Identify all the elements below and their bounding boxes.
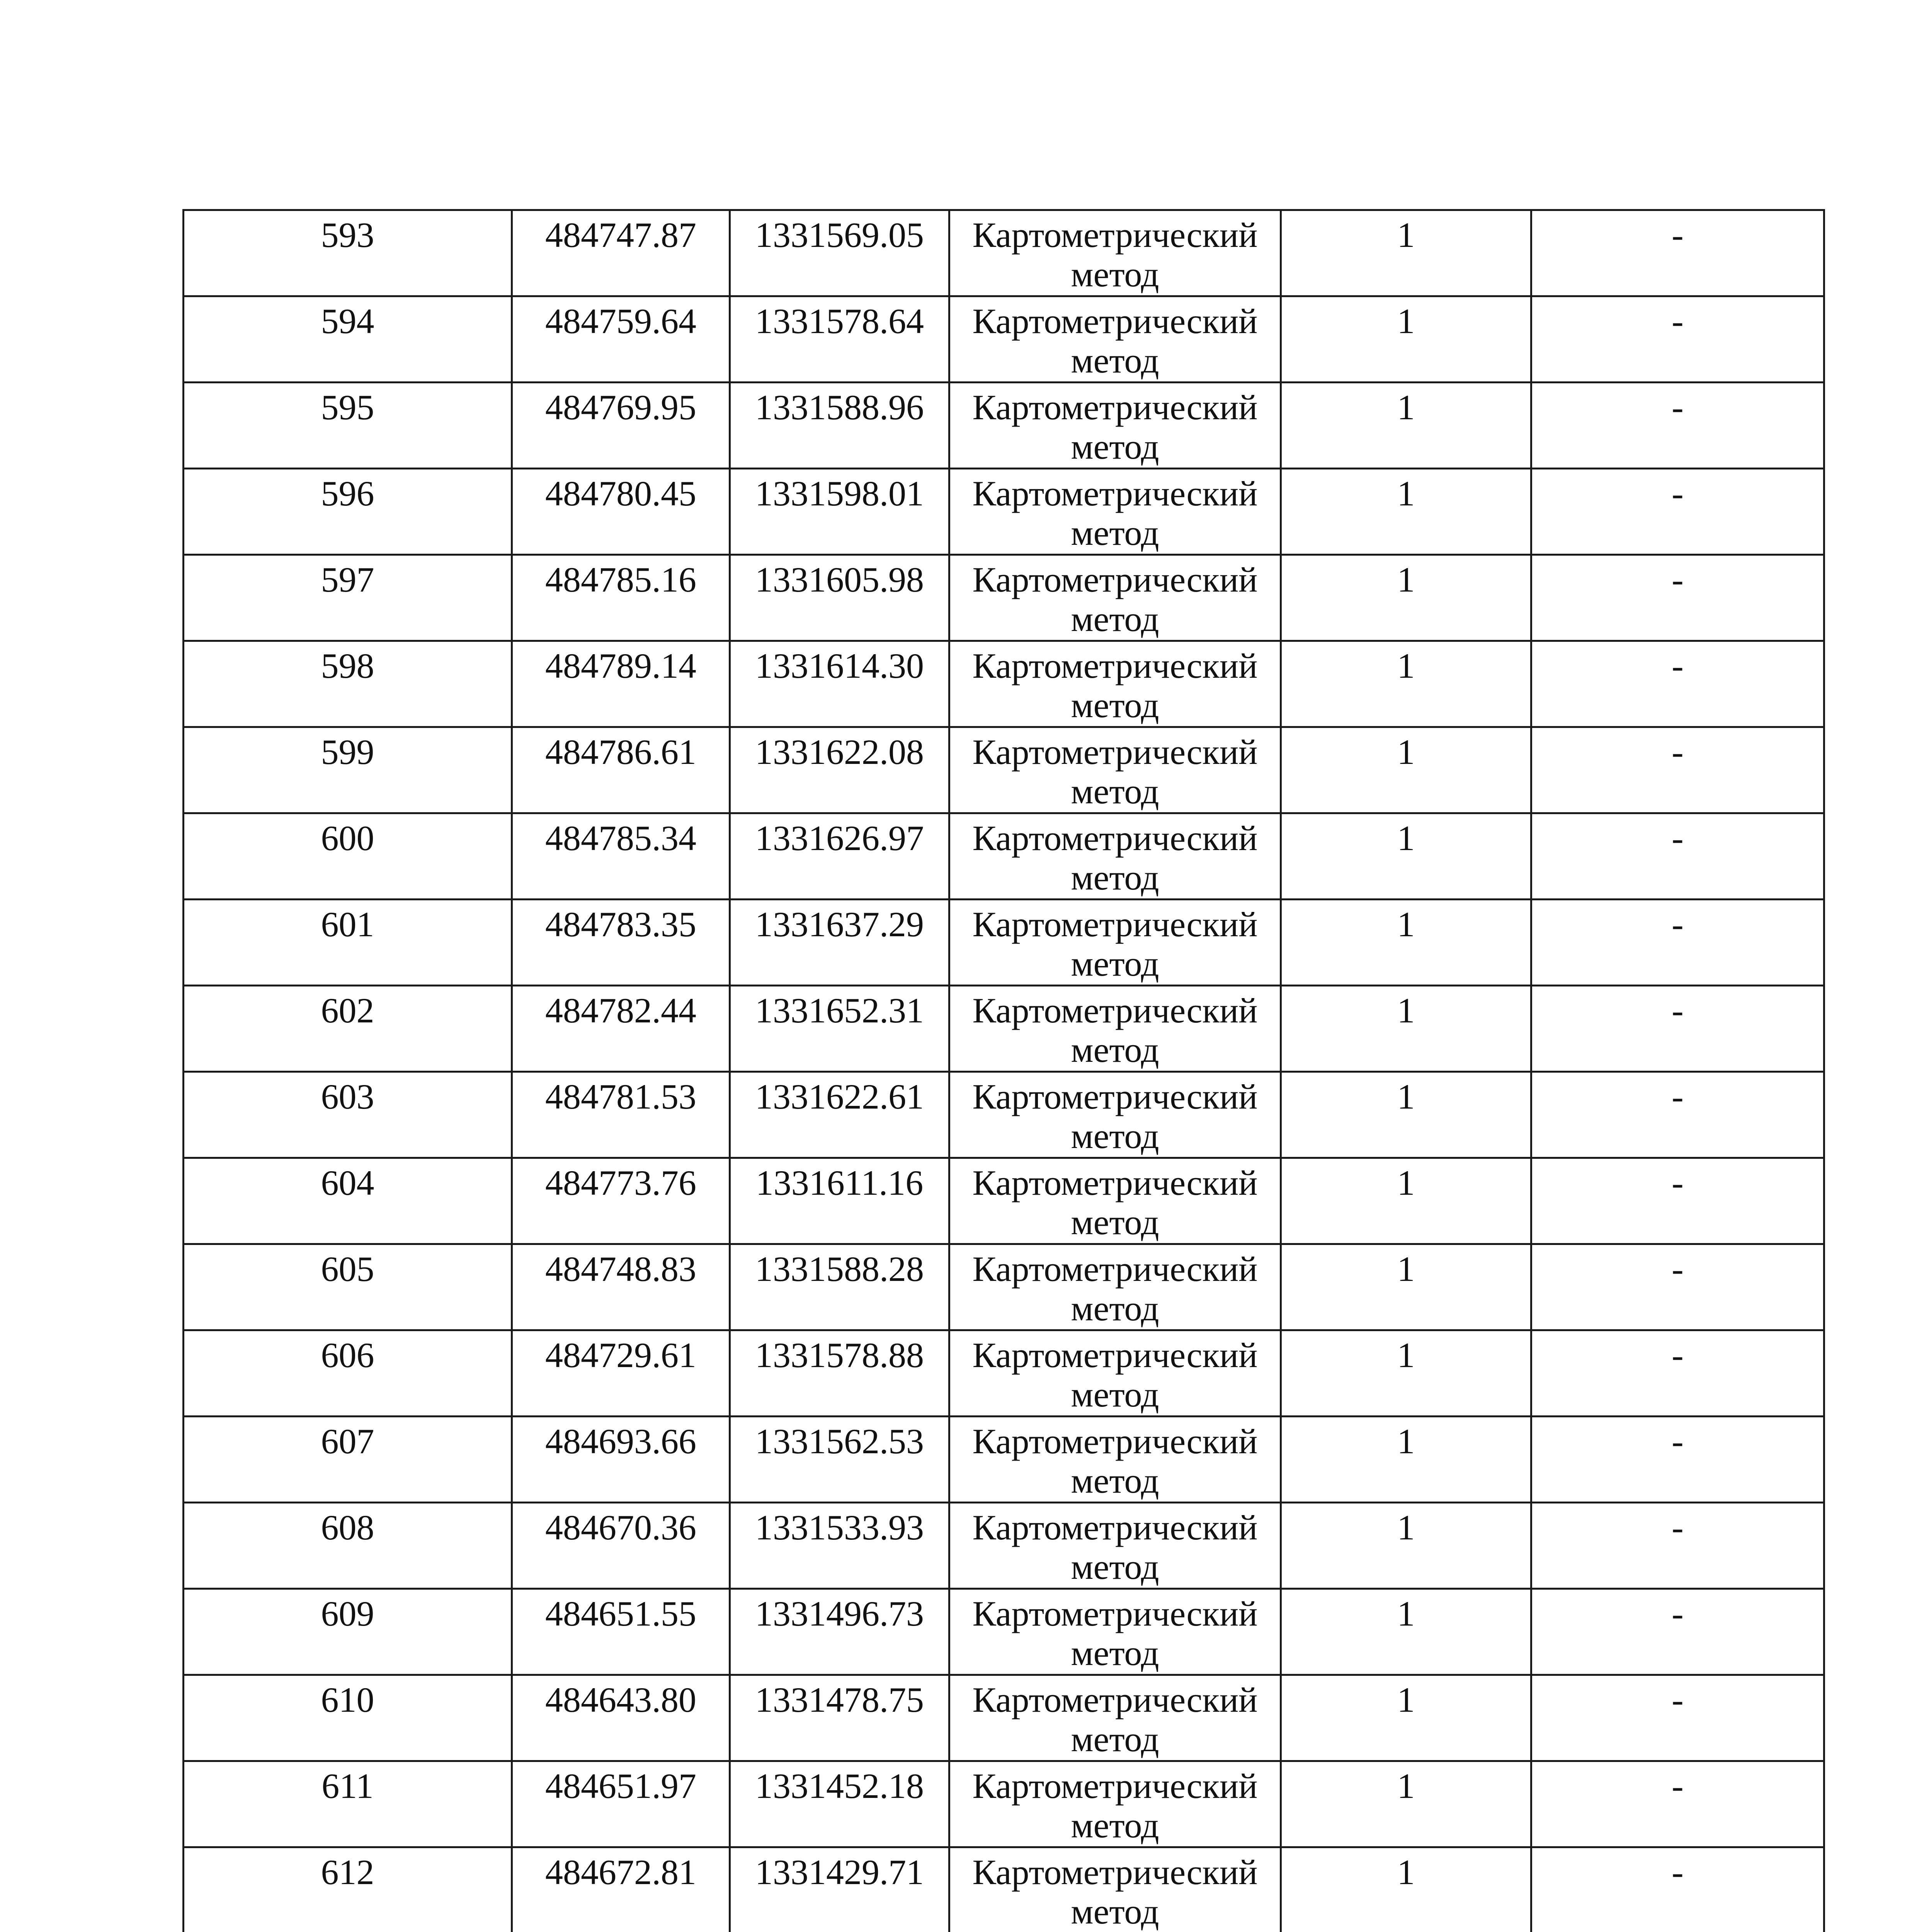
y-coordinate-cell <box>730 210 949 296</box>
accuracy-cell <box>1281 555 1531 641</box>
accuracy-cell <box>1281 1503 1531 1589</box>
table-body <box>184 210 1824 1932</box>
table-row <box>184 1589 1824 1675</box>
y-coordinate-cell <box>730 555 949 641</box>
accuracy-value: 1 <box>1397 1422 1415 1461</box>
method-line-1: Картометрический <box>972 474 1258 513</box>
note-value: - <box>1672 560 1684 599</box>
method-line-2: метод <box>1071 1116 1159 1156</box>
method-line-1: Картометрический <box>972 560 1258 599</box>
method-line-1: Картометрический <box>972 301 1258 341</box>
method-cell <box>949 986 1281 1072</box>
point-number-cell <box>184 727 512 813</box>
point-number: 607 <box>321 1422 374 1461</box>
method-line-2: метод <box>1071 944 1159 983</box>
table-row <box>184 727 1824 813</box>
note-cell <box>1531 383 1824 469</box>
note-cell <box>1531 813 1824 900</box>
method-line-1: Картометрический <box>972 905 1258 944</box>
point-number-cell <box>184 986 512 1072</box>
table-row <box>184 1330 1824 1417</box>
note-cell <box>1531 210 1824 296</box>
accuracy-cell <box>1281 1244 1531 1330</box>
y-coordinate-cell <box>730 1589 949 1675</box>
note-cell <box>1531 555 1824 641</box>
point-number: 600 <box>321 818 374 858</box>
x-coordinate-cell <box>512 1847 730 1932</box>
y-coordinate-cell <box>730 813 949 900</box>
note-value: - <box>1672 991 1684 1030</box>
table-row <box>184 1244 1824 1330</box>
method-line-2: метод <box>1071 1547 1159 1587</box>
accuracy-cell <box>1281 727 1531 813</box>
table-row <box>184 1503 1824 1589</box>
note-value: - <box>1672 1680 1684 1719</box>
y-coordinate: 1331578.88 <box>755 1335 924 1375</box>
note-cell <box>1531 1244 1824 1330</box>
y-coordinate-cell <box>730 900 949 986</box>
method-cell <box>949 1761 1281 1847</box>
method-line-1: Картометрический <box>972 1335 1258 1375</box>
note-value: - <box>1672 215 1684 255</box>
table-row <box>184 1675 1824 1761</box>
table-row <box>184 383 1824 469</box>
note-value: - <box>1672 1508 1684 1547</box>
x-coordinate: 484782.44 <box>545 991 696 1030</box>
x-coordinate-cell <box>512 1417 730 1503</box>
y-coordinate-cell <box>730 1503 949 1589</box>
table-row <box>184 210 1824 296</box>
x-coordinate: 484747.87 <box>545 215 696 255</box>
point-number-cell <box>184 1761 512 1847</box>
point-number-cell <box>184 1589 512 1675</box>
point-number-cell <box>184 210 512 296</box>
note-value: - <box>1672 1766 1684 1806</box>
y-coordinate-cell <box>730 1417 949 1503</box>
point-number: 593 <box>321 215 374 255</box>
method-line-1: Картометрический <box>972 646 1258 685</box>
accuracy-cell <box>1281 210 1531 296</box>
method-line-1: Картометрический <box>972 1508 1258 1547</box>
point-number: 608 <box>321 1508 374 1547</box>
y-coordinate: 1331598.01 <box>755 474 924 513</box>
point-number-cell <box>184 383 512 469</box>
y-coordinate: 1331622.08 <box>755 732 924 772</box>
table-row <box>184 813 1824 900</box>
method-line-2: метод <box>1071 1806 1159 1845</box>
method-line-2: метод <box>1071 685 1159 725</box>
y-coordinate: 1331569.05 <box>755 215 924 255</box>
method-line-1: Картометрический <box>972 1852 1258 1892</box>
method-line-2: метод <box>1071 255 1159 294</box>
point-number-cell <box>184 469 512 555</box>
x-coordinate: 484789.14 <box>545 646 696 685</box>
accuracy-value: 1 <box>1397 388 1415 427</box>
x-coordinate: 484781.53 <box>545 1077 696 1116</box>
point-number-cell <box>184 1158 512 1244</box>
x-coordinate-cell <box>512 1072 730 1158</box>
y-coordinate: 1331429.71 <box>755 1852 924 1892</box>
method-line-2: метод <box>1071 599 1159 639</box>
note-value: - <box>1672 388 1684 427</box>
method-line-2: метод <box>1071 1461 1159 1500</box>
accuracy-value: 1 <box>1397 1249 1415 1289</box>
x-coordinate-cell <box>512 1761 730 1847</box>
method-line-1: Картометрический <box>972 1422 1258 1461</box>
x-coordinate-cell <box>512 727 730 813</box>
y-coordinate: 1331614.30 <box>755 646 924 685</box>
y-coordinate-cell <box>730 1675 949 1761</box>
y-coordinate: 1331652.31 <box>755 991 924 1030</box>
point-number: 610 <box>321 1680 374 1719</box>
point-number-cell <box>184 1244 512 1330</box>
method-line-2: метод <box>1071 1030 1159 1070</box>
table-row <box>184 296 1824 383</box>
x-coordinate: 484693.66 <box>545 1422 696 1461</box>
x-coordinate: 484786.61 <box>545 732 696 772</box>
accuracy-value: 1 <box>1397 1508 1415 1547</box>
accuracy-cell <box>1281 1072 1531 1158</box>
accuracy-value: 1 <box>1397 1163 1415 1202</box>
note-value: - <box>1672 1163 1684 1202</box>
method-line-2: метод <box>1071 1202 1159 1242</box>
y-coordinate-cell <box>730 1330 949 1417</box>
method-cell <box>949 900 1281 986</box>
x-coordinate-cell <box>512 1158 730 1244</box>
accuracy-cell <box>1281 900 1531 986</box>
note-value: - <box>1672 1335 1684 1375</box>
x-coordinate-cell <box>512 210 730 296</box>
table-row <box>184 1072 1824 1158</box>
x-coordinate-cell <box>512 296 730 383</box>
y-coordinate: 1331452.18 <box>755 1766 924 1806</box>
method-cell <box>949 1158 1281 1244</box>
accuracy-cell <box>1281 813 1531 900</box>
method-cell <box>949 1589 1281 1675</box>
method-line-1: Картометрический <box>972 1766 1258 1806</box>
point-number: 603 <box>321 1077 374 1116</box>
accuracy-value: 1 <box>1397 732 1415 772</box>
method-cell <box>949 555 1281 641</box>
x-coordinate: 484785.34 <box>545 818 696 858</box>
accuracy-value: 1 <box>1397 818 1415 858</box>
table-row <box>184 900 1824 986</box>
accuracy-cell <box>1281 986 1531 1072</box>
point-number: 611 <box>321 1766 374 1806</box>
y-coordinate: 1331578.64 <box>755 301 924 341</box>
note-cell <box>1531 1847 1824 1932</box>
x-coordinate-cell <box>512 813 730 900</box>
y-coordinate: 1331496.73 <box>755 1594 924 1633</box>
point-number-cell <box>184 555 512 641</box>
x-coordinate: 484769.95 <box>545 388 696 427</box>
method-line-2: метод <box>1071 513 1159 553</box>
point-number-cell <box>184 1330 512 1417</box>
method-line-1: Картометрический <box>972 1163 1258 1202</box>
x-coordinate: 484748.83 <box>545 1249 696 1289</box>
accuracy-value: 1 <box>1397 1335 1415 1375</box>
y-coordinate-cell <box>730 469 949 555</box>
method-cell <box>949 1503 1281 1589</box>
x-coordinate: 484643.80 <box>545 1680 696 1719</box>
x-coordinate: 484670.36 <box>545 1508 696 1547</box>
x-coordinate-cell <box>512 986 730 1072</box>
coordinates-table <box>182 209 1825 1932</box>
note-cell <box>1531 1675 1824 1761</box>
accuracy-value: 1 <box>1397 1852 1415 1892</box>
x-coordinate-cell <box>512 383 730 469</box>
method-line-2: метод <box>1071 1892 1159 1931</box>
note-value: - <box>1672 818 1684 858</box>
note-cell <box>1531 1589 1824 1675</box>
accuracy-cell <box>1281 296 1531 383</box>
accuracy-cell <box>1281 1675 1531 1761</box>
point-number: 612 <box>321 1852 374 1892</box>
point-number: 606 <box>321 1335 374 1375</box>
accuracy-value: 1 <box>1397 991 1415 1030</box>
method-cell <box>949 1675 1281 1761</box>
y-coordinate: 1331588.96 <box>755 388 924 427</box>
method-line-2: метод <box>1071 427 1159 466</box>
y-coordinate: 1331562.53 <box>755 1422 924 1461</box>
point-number: 594 <box>321 301 374 341</box>
y-coordinate-cell <box>730 383 949 469</box>
note-cell <box>1531 727 1824 813</box>
note-value: - <box>1672 1077 1684 1116</box>
method-cell <box>949 383 1281 469</box>
y-coordinate-cell <box>730 1158 949 1244</box>
point-number-cell <box>184 813 512 900</box>
table-row <box>184 1847 1824 1932</box>
x-coordinate-cell <box>512 900 730 986</box>
x-coordinate: 484783.35 <box>545 905 696 944</box>
y-coordinate: 1331605.98 <box>755 560 924 599</box>
accuracy-value: 1 <box>1397 560 1415 599</box>
point-number: 609 <box>321 1594 374 1633</box>
point-number-cell <box>184 1072 512 1158</box>
method-line-2: метод <box>1071 858 1159 897</box>
method-cell <box>949 210 1281 296</box>
note-value: - <box>1672 1249 1684 1289</box>
y-coordinate: 1331478.75 <box>755 1680 924 1719</box>
accuracy-value: 1 <box>1397 1077 1415 1116</box>
method-cell <box>949 469 1281 555</box>
accuracy-cell <box>1281 383 1531 469</box>
note-cell <box>1531 986 1824 1072</box>
y-coordinate-cell <box>730 986 949 1072</box>
x-coordinate-cell <box>512 555 730 641</box>
y-coordinate: 1331626.97 <box>755 818 924 858</box>
table-row <box>184 1158 1824 1244</box>
accuracy-value: 1 <box>1397 1680 1415 1719</box>
accuracy-value: 1 <box>1397 301 1415 341</box>
point-number: 596 <box>321 474 374 513</box>
method-line-1: Картометрический <box>972 1249 1258 1289</box>
y-coordinate: 1331611.16 <box>755 1163 924 1202</box>
method-cell <box>949 296 1281 383</box>
accuracy-value: 1 <box>1397 215 1415 255</box>
y-coordinate: 1331637.29 <box>755 905 924 944</box>
method-line-2: метод <box>1071 1719 1159 1759</box>
note-value: - <box>1672 1852 1684 1892</box>
note-cell <box>1531 469 1824 555</box>
accuracy-value: 1 <box>1397 1766 1415 1806</box>
y-coordinate: 1331533.93 <box>755 1508 924 1547</box>
point-number-cell <box>184 1503 512 1589</box>
x-coordinate-cell <box>512 1330 730 1417</box>
point-number: 601 <box>321 905 374 944</box>
method-cell <box>949 727 1281 813</box>
x-coordinate: 484651.55 <box>545 1594 696 1633</box>
point-number-cell <box>184 1417 512 1503</box>
table-row <box>184 986 1824 1072</box>
x-coordinate: 484785.16 <box>545 560 696 599</box>
note-cell <box>1531 900 1824 986</box>
point-number: 605 <box>321 1249 374 1289</box>
point-number-cell <box>184 641 512 727</box>
method-line-1: Картометрический <box>972 1594 1258 1633</box>
x-coordinate-cell <box>512 469 730 555</box>
accuracy-cell <box>1281 1330 1531 1417</box>
method-line-2: метод <box>1071 1375 1159 1414</box>
point-number: 604 <box>321 1163 374 1202</box>
y-coordinate-cell <box>730 727 949 813</box>
method-line-2: метод <box>1071 1633 1159 1673</box>
method-line-2: метод <box>1071 341 1159 380</box>
accuracy-cell <box>1281 1417 1531 1503</box>
accuracy-cell <box>1281 1589 1531 1675</box>
accuracy-cell <box>1281 641 1531 727</box>
note-cell <box>1531 1417 1824 1503</box>
x-coordinate: 484729.61 <box>545 1335 696 1375</box>
method-cell <box>949 1244 1281 1330</box>
y-coordinate: 1331622.61 <box>755 1077 924 1116</box>
note-value: - <box>1672 905 1684 944</box>
note-value: - <box>1672 301 1684 341</box>
note-value: - <box>1672 1422 1684 1461</box>
method-cell <box>949 1330 1281 1417</box>
method-line-1: Картометрический <box>972 991 1258 1030</box>
x-coordinate-cell <box>512 1503 730 1589</box>
x-coordinate-cell <box>512 641 730 727</box>
x-coordinate: 484759.64 <box>545 301 696 341</box>
note-cell <box>1531 641 1824 727</box>
accuracy-cell <box>1281 1761 1531 1847</box>
method-cell <box>949 1847 1281 1932</box>
method-cell <box>949 1417 1281 1503</box>
method-line-2: метод <box>1071 772 1159 811</box>
x-coordinate-cell <box>512 1589 730 1675</box>
x-coordinate-cell <box>512 1675 730 1761</box>
accuracy-cell <box>1281 1847 1531 1932</box>
accuracy-value: 1 <box>1397 474 1415 513</box>
y-coordinate-cell <box>730 1847 949 1932</box>
x-coordinate-cell <box>512 1244 730 1330</box>
table-row <box>184 555 1824 641</box>
accuracy-value: 1 <box>1397 1594 1415 1633</box>
accuracy-cell <box>1281 1158 1531 1244</box>
method-line-1: Картометрический <box>972 1077 1258 1116</box>
y-coordinate-cell <box>730 296 949 383</box>
note-value: - <box>1672 474 1684 513</box>
point-number: 599 <box>321 732 374 772</box>
note-cell <box>1531 296 1824 383</box>
method-line-1: Картометрический <box>972 1680 1258 1719</box>
point-number-cell <box>184 1847 512 1932</box>
method-line-1: Картометрический <box>972 388 1258 427</box>
note-value: - <box>1672 1594 1684 1633</box>
method-cell <box>949 1072 1281 1158</box>
point-number: 595 <box>321 388 374 427</box>
y-coordinate-cell <box>730 641 949 727</box>
point-number: 598 <box>321 646 374 685</box>
y-coordinate-cell <box>730 1761 949 1847</box>
table-row <box>184 469 1824 555</box>
point-number: 597 <box>321 560 374 599</box>
point-number-cell <box>184 296 512 383</box>
accuracy-value: 1 <box>1397 646 1415 685</box>
method-cell <box>949 641 1281 727</box>
x-coordinate: 484780.45 <box>545 474 696 513</box>
point-number: 602 <box>321 991 374 1030</box>
accuracy-value: 1 <box>1397 905 1415 944</box>
x-coordinate: 484672.81 <box>545 1852 696 1892</box>
x-coordinate: 484773.76 <box>545 1163 696 1202</box>
y-coordinate: 1331588.28 <box>755 1249 924 1289</box>
note-cell <box>1531 1158 1824 1244</box>
accuracy-cell <box>1281 469 1531 555</box>
table-row <box>184 1417 1824 1503</box>
point-number-cell <box>184 900 512 986</box>
x-coordinate: 484651.97 <box>545 1766 696 1806</box>
y-coordinate-cell <box>730 1072 949 1158</box>
table-row <box>184 1761 1824 1847</box>
method-cell <box>949 813 1281 900</box>
note-cell <box>1531 1072 1824 1158</box>
table-row <box>184 641 1824 727</box>
method-line-1: Картометрический <box>972 215 1258 255</box>
y-coordinate-cell <box>730 1244 949 1330</box>
method-line-1: Картометрический <box>972 732 1258 772</box>
point-number-cell <box>184 1675 512 1761</box>
note-value: - <box>1672 732 1684 772</box>
note-cell <box>1531 1761 1824 1847</box>
note-cell <box>1531 1330 1824 1417</box>
note-value: - <box>1672 646 1684 685</box>
method-line-1: Картометрический <box>972 818 1258 858</box>
method-line-2: метод <box>1071 1289 1159 1328</box>
note-cell <box>1531 1503 1824 1589</box>
